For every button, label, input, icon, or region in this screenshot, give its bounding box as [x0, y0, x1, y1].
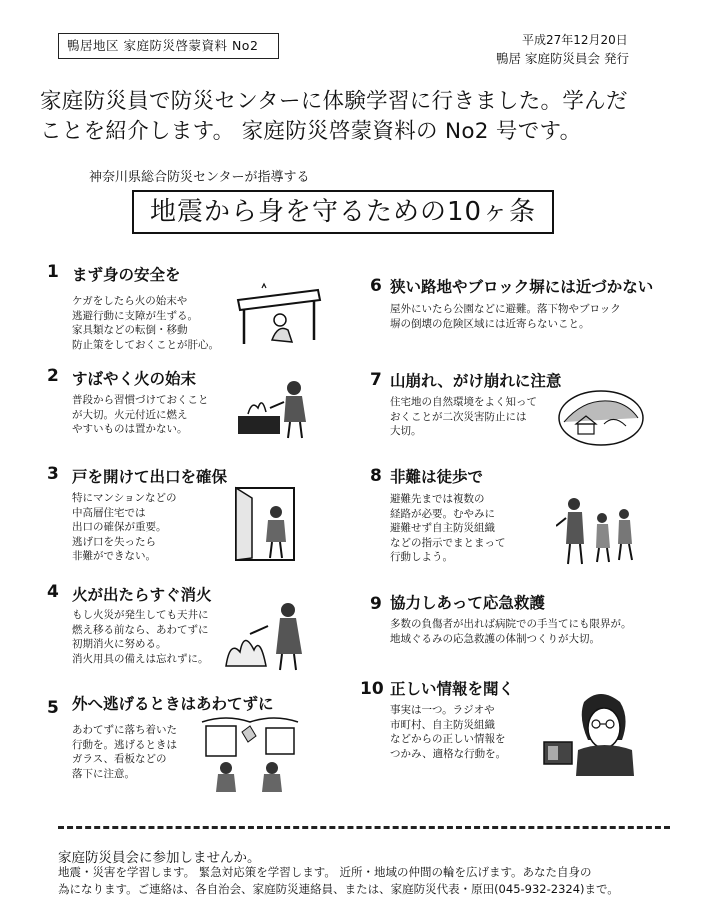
main-title: 地震から身を守るための10ヶ条 — [132, 190, 554, 234]
rule-title: 外へ逃げるときはあわてずに — [72, 695, 274, 713]
rule-title: 狭い路地やブロック塀には近づかない — [390, 278, 654, 296]
rule-body: 避難先までは複数の 経路が必要。むやみに 避難せず自主防災組織 などの指示でまとまって 行動しよう。 — [390, 493, 506, 563]
rule-title: 正しい情報を聞く — [390, 680, 515, 698]
landslide-icon — [556, 388, 646, 448]
rule-body: 特にマンションなどの 中高層住宅では 出口の確保が重要。 逃げ口を失ったら 非難ができない。 — [72, 492, 177, 562]
rule-title: すばやく火の始末 — [72, 370, 197, 388]
rule-number: 8 — [370, 466, 382, 486]
document-label: 鴨居地区 家庭防災啓蒙資料 No2 — [58, 33, 279, 59]
extinguish-fire-icon — [222, 600, 312, 672]
intro-line: 家庭防災員で防災センターに体験学習に行きました。学んだ — [40, 89, 628, 114]
publisher: 鴨居 家庭防災員会 発行 — [496, 51, 629, 66]
rule-number: 4 — [47, 582, 59, 602]
rule-number: 7 — [370, 370, 382, 390]
rule-title: 戸を開けて出口を確保 — [72, 468, 228, 486]
rule-body: 事実は一つ。ラジオや 市町村、自主防災組織 などからの正しい情報を つかみ、適格な行動を。 — [390, 704, 507, 760]
table-shelter-icon — [232, 282, 324, 348]
rule-body: 屋外にいたら公園などに避難。落下物やブロック 塀の倒壊の危険区域には近寄らないこと。 — [390, 303, 621, 330]
join-invitation-text: 地震・災害を学習します。 緊急対応策を学習します。 近所・地域の仲間の輪を広げます。あなた自身の 為になります。ご連絡は、各自治会、家庭防災連絡員、または、家庭防災代表・原田(045-932-2324)まで。 — [58, 865, 619, 896]
rule-title: 非難は徒歩で — [390, 468, 484, 486]
walking-evacuation-icon — [556, 496, 638, 568]
rule-body: あわてずに落ち着いた 行動を。逃げるときは ガラス、看板などの 落下に注意。 — [72, 724, 177, 780]
stove-fire-icon — [236, 378, 318, 440]
guidance-subtitle: 神奈川県総合防災センターが指導する — [89, 170, 310, 185]
rule-title: 山崩れ、がけ崩れに注意 — [390, 372, 562, 390]
rule-number: 1 — [47, 262, 59, 282]
rule-body: 多数の負傷者が出れば病院での手当てにも限界が。 地域ぐるみの応急救護の体制つくりが大切。 — [390, 618, 632, 645]
intro-text — [40, 87, 640, 147]
rule-title: 火が出たらすぐ消火 — [72, 586, 212, 604]
rule-title: まず身の安全を — [72, 266, 181, 284]
issue-date: 平成27年12月20日 — [522, 33, 628, 47]
intro-line: ことを紹介します。 家庭防災啓蒙資料の No2 号です。 — [40, 119, 582, 144]
rule-number: 9 — [370, 594, 382, 614]
rule-number: 2 — [47, 366, 59, 386]
join-invitation-title: 家庭防災員会に参加しませんか。 — [58, 850, 261, 866]
rule-number: 6 — [370, 276, 382, 296]
radio-listener-icon — [538, 688, 638, 778]
rule-number: 10 — [360, 679, 384, 699]
rule-body: 普段から習慣づけておくこと が大切。火元付近に燃え やすいものは置かない。 — [72, 394, 209, 435]
rule-number: 3 — [47, 464, 59, 484]
falling-signboard-icon — [196, 712, 304, 798]
rule-number: 5 — [47, 698, 59, 718]
rule-body: もし火災が発生しても天井に 燃え移る前なら、あわてずに 初期消火に努める。 消火用具の備えは忘れずに。 — [72, 609, 209, 665]
rule-body: ケガをしたら火の始末や 逃避行動に支障が生ずる。 家具類などの転倒・移動 防止策をしておくことが肝心。 — [72, 295, 219, 351]
section-divider — [58, 826, 670, 829]
rule-title: 協力しあって応急救護 — [390, 594, 545, 612]
rule-body: 住宅地の自然環境をよく知って おくことが二次災害防止には 大切。 — [390, 396, 537, 437]
open-door-icon — [230, 484, 302, 564]
